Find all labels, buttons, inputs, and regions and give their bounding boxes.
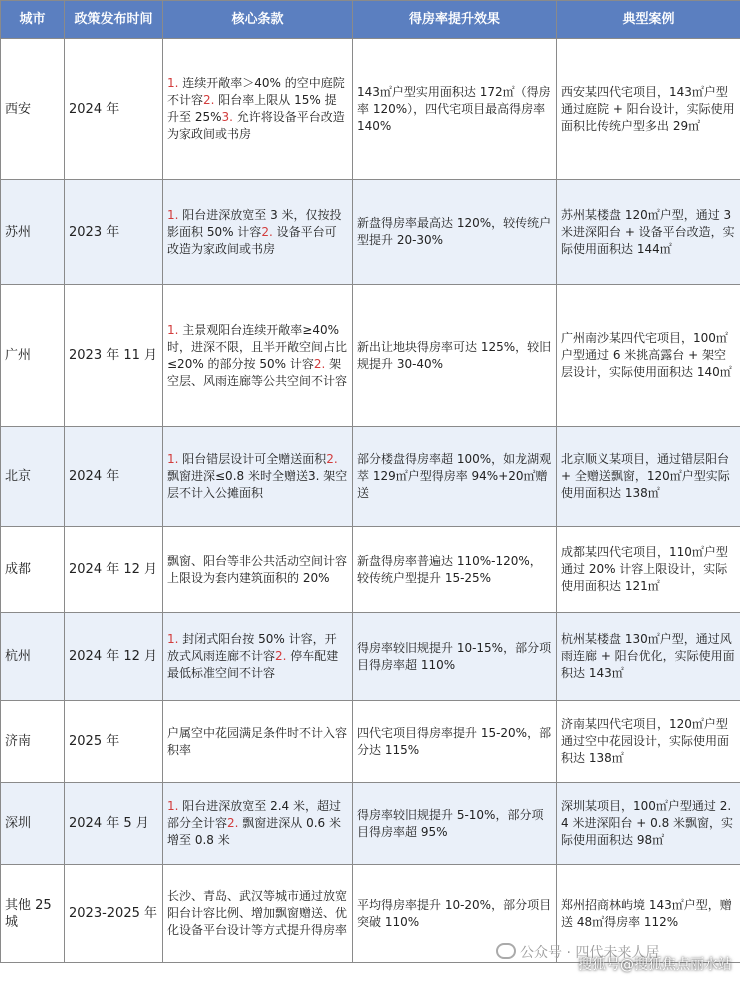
city-cell: 深圳 [1, 783, 65, 865]
clause-number: 2. [326, 452, 338, 466]
clause-text: 阳台率上限从 15% 提升至 25% [167, 93, 337, 124]
date-cell: 2023 年 [65, 180, 163, 285]
effect-cell: 四代宅项目得房率提升 15-20%，部分达 115% [353, 701, 557, 783]
terms-cell [163, 865, 353, 963]
effect-cell: 143㎡户型实用面积达 172㎡（得房率 120%），四代宅项目最高得房率 140% [353, 39, 557, 180]
clause-text: 设备平台可改造为家政间或书房 [167, 224, 337, 256]
table-row [1, 783, 740, 865]
clause-text: 阳台进深放宽至 2.4 米，超过部分全计容 [167, 799, 341, 830]
date-cell: 2025 年 [65, 701, 163, 783]
effect-cell: 新盘得房率最高达 120%，较传统户型提升 20-30% [353, 180, 557, 285]
city-cell: 济南 [1, 701, 65, 783]
wechat-watermark: 公众号 · 四代未来人居 [496, 942, 659, 962]
table-row [1, 701, 740, 783]
clause-number: 2. [313, 356, 326, 371]
table-row [1, 427, 740, 527]
wechat-icon [496, 943, 516, 959]
clause-number: 3. [221, 110, 233, 124]
clause-text: 主景观阳台连续开敞率≥40% 时，进深不限，且半开敞空间占比≤20% 的部分按 50% 计容 [167, 322, 348, 371]
date-cell: 2024 年 5 月 [65, 783, 163, 865]
terms-cell [163, 180, 353, 285]
clause-number: 1. [167, 632, 179, 646]
date-cell: 2024 年 12 月 [65, 527, 163, 613]
effect-cell: 部分楼盘得房率超 100%，如龙湖观萃 129㎡户型得房率 94%+20㎡赠送 [353, 427, 557, 527]
clause-number: 1. [167, 76, 179, 90]
header-date: 政策发布时间 [65, 1, 163, 39]
clause-number: 2. [203, 93, 215, 107]
effect-cell: 新盘得房率普遍达 110%-120%，较传统户型提升 15-25% [353, 527, 557, 613]
terms-cell [163, 427, 353, 527]
clause-text: 允许将设备平台改造为家政间或书房 [167, 110, 345, 141]
clause-text: 户属空中花园满足条件时不计入容积率 [167, 725, 348, 757]
clause-number: 2. [275, 649, 287, 663]
date-cell: 2023-2025 年 [65, 865, 163, 963]
date-cell: 2024 年 [65, 427, 163, 527]
clause-text: 停车配建最低标准空间不计容 [167, 649, 339, 680]
header-effect: 得房率提升效果 [353, 1, 557, 39]
city-cell: 成都 [1, 527, 65, 613]
case-cell: 苏州某楼盘 120㎡户型，通过 3 米进深阳台 + 设备平台改造，实际使用面积达 144㎡ [557, 180, 740, 285]
clause-number: 2. [227, 816, 239, 830]
case-cell: 北京顺义某项目，通过错层阳台 + 全赠送飘窗，120㎡户型实际使用面积达 138㎡ [557, 427, 740, 527]
table-row [1, 285, 740, 427]
city-cell: 杭州 [1, 613, 65, 701]
date-cell: 2024 年 12 月 [65, 613, 163, 701]
clause-number: 1. [167, 322, 179, 337]
header-city: 城市 [1, 1, 65, 39]
case-cell: 济南某四代宅项目，120㎡户型通过空中花园设计，实际使用面积达 138㎡ [557, 701, 740, 783]
clause-text: 阳台错层设计可全赠送面积 [178, 452, 327, 466]
table-body [1, 39, 740, 963]
case-cell: 深圳某项目，100㎡户型通过 2.4 米进深阳台 + 0.8 米飘窗，实际使用面积达 98㎡ [557, 783, 740, 865]
clause-text: 阳台进深放宽至 3 米，仅按投影面积 50% 计容 [167, 207, 342, 239]
case-cell: 西安某四代宅项目，143㎡户型通过庭院 + 阳台设计，实际使用面积比传统户型多出 29㎡ [557, 39, 740, 180]
effect-cell: 得房率较旧规提升 5-10%，部分项目得房率超 95% [353, 783, 557, 865]
terms-cell [163, 527, 353, 613]
header-case: 典型案例 [557, 1, 740, 39]
terms-cell [163, 613, 353, 701]
terms-cell [163, 701, 353, 783]
terms-cell [163, 783, 353, 865]
clause-text: 架空层、风雨连廊等公共空间不计容 [167, 356, 348, 388]
clause-text: 封闭式阳台按 50% 计容，开放式风雨连廊不计容 [167, 632, 337, 663]
case-cell: 杭州某楼盘 130㎡户型，通过风雨连廊 + 阳台优化，实际使用面积达 143㎡ [557, 613, 740, 701]
terms-cell [163, 285, 353, 427]
date-cell: 2024 年 [65, 39, 163, 180]
effect-cell: 平均得房率提升 10-20%，部分项目突破 110% [353, 865, 557, 963]
terms-cell [163, 39, 353, 180]
city-cell: 其他 25 城 [1, 865, 65, 963]
city-cell: 西安 [1, 39, 65, 180]
sohu-watermark: 搜狐号@搜狐焦点丽水站 [578, 957, 732, 973]
effect-cell: 得房率较旧规提升 10-15%，部分项目得房率超 110% [353, 613, 557, 701]
case-cell: 郑州招商林屿境 143㎡户型，赠送 48㎡得房率 112% [557, 865, 740, 963]
table-row [1, 613, 740, 701]
table-header-row [1, 1, 740, 39]
clause-text: 飘窗进深≤0.8 米时全赠送3. 架空层不计入公摊面积 [167, 469, 348, 500]
city-cell: 北京 [1, 427, 65, 527]
clause-number: 1. [167, 452, 179, 466]
clause-number: 1. [167, 799, 179, 813]
clause-text: 飘窗、阳台等非公共活动空间计容上限设为套内建筑面积的 20% [167, 553, 348, 585]
clause-text: 连续开敞率＞40% 的空中庭院不计容 [167, 76, 345, 107]
clause-text: 飘窗进深从 0.6 米增至 0.8 米 [167, 816, 341, 847]
date-cell: 2023 年 11 月 [65, 285, 163, 427]
city-cell: 苏州 [1, 180, 65, 285]
city-cell: 广州 [1, 285, 65, 427]
header-terms: 核心条款 [163, 1, 353, 39]
effect-cell: 新出让地块得房率可达 125%，较旧规提升 30-40% [353, 285, 557, 427]
clause-number: 2. [261, 224, 273, 239]
case-cell: 成都某四代宅项目，110㎡户型通过 20% 计容上限设计，实际使用面积达 121㎡ [557, 527, 740, 613]
table-row [1, 180, 740, 285]
clause-text: 长沙、青岛、武汉等城市通过放宽阳台计容比例、增加飘窗赠送、优化设备平台设计等方式提升得房率 [167, 889, 348, 937]
clause-number: 1. [167, 207, 179, 222]
table-row [1, 39, 740, 180]
case-cell: 广州南沙某四代宅项目，100㎡户型通过 6 米挑高露台 + 架空层设计，实际使用面积达 140㎡ [557, 285, 740, 427]
table-row [1, 527, 740, 613]
